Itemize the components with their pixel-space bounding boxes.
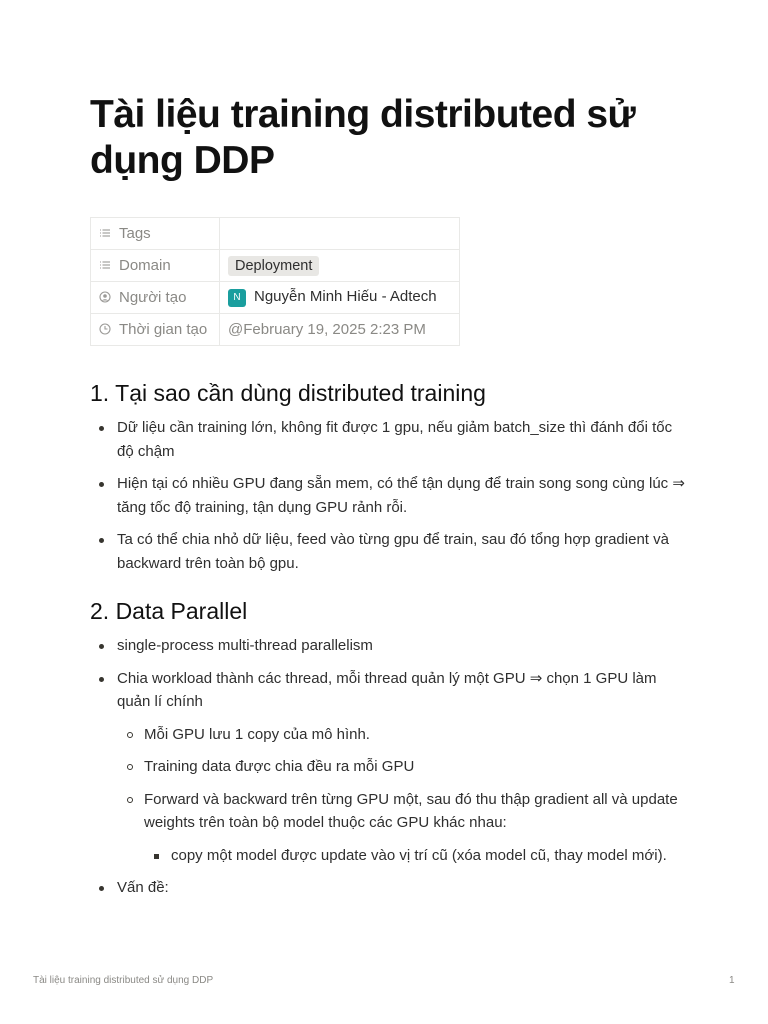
clock-icon [99,323,111,335]
footer-document-name: Tài liệu training distributed sử dụng DDP [33,975,214,986]
property-key: Người tạo [91,282,220,314]
property-row-tags [91,218,460,250]
property-value-tags[interactable] [220,218,460,250]
property-value-domain[interactable] [220,250,460,282]
bullet-list-data-parallel [90,634,690,900]
list-item: Mỗi GPU lưu 1 copy của mô hình. [90,723,690,747]
list-item: Vấn đề: [90,876,690,900]
avatar: N [228,289,246,307]
domain-tag[interactable]: Deployment [228,256,319,276]
section-heading-why-distributed: 1. Tại sao cần dùng distributed training [90,380,486,406]
property-value-created-time [220,314,460,346]
property-row-domain [91,250,460,282]
date-mention: @February 19, 2025 2:23 PM [228,321,426,338]
list-item: Chia workload thành các thread, mỗi thread quản lý một GPU ⇒ chọn 1 GPU làm quản lí chính [90,667,690,714]
list-item: Dữ liệu cần training lớn, không fit được 1 gpu, nếu giảm batch_size thì đánh đổi tốc độ chậm [90,416,690,463]
property-row-created-time [91,314,460,346]
list-item: Ta có thể chia nhỏ dữ liệu, feed vào từng gpu để train, sau đó tổng hợp gradient và backward trên toàn bộ gpu. [90,528,690,575]
list-icon [99,259,111,271]
section-heading-data-parallel: 2. Data Parallel [90,598,248,624]
property-key: Domain [91,250,220,282]
page-title: Tài liệu training distributed sử dụng DDP [90,93,636,182]
footer-page-number: 1 [729,975,735,986]
property-key: Thời gian tạo [91,314,220,346]
list-item: Training data được chia đều ra mỗi GPU [90,755,690,779]
person-icon [99,291,111,303]
property-value-creator[interactable] [220,282,460,314]
list-item: Forward và backward trên từng GPU một, sau đó thu thập gradient all và update weights trên toàn bộ model thuộc các GPU khác nhau: [90,788,690,835]
list-item: single-process multi-thread parallelism [90,634,690,658]
bullet-list-why [90,416,690,575]
creator-name[interactable]: Nguyễn Minh Hiếu - Adtech [254,288,437,305]
list-item: copy một model được update vào vị trí cũ (xóa model cũ, thay model mới). [90,844,690,868]
list-item: Hiện tại có nhiều GPU đang sẵn mem, có thể tận dụng để train song song cùng lúc ⇒ tăng tốc độ training, tận dụng GPU rảnh rỗi. [90,472,690,519]
properties-table [90,217,460,346]
property-key: Tags [91,218,220,250]
property-row-creator [91,282,460,314]
list-icon [99,227,111,239]
